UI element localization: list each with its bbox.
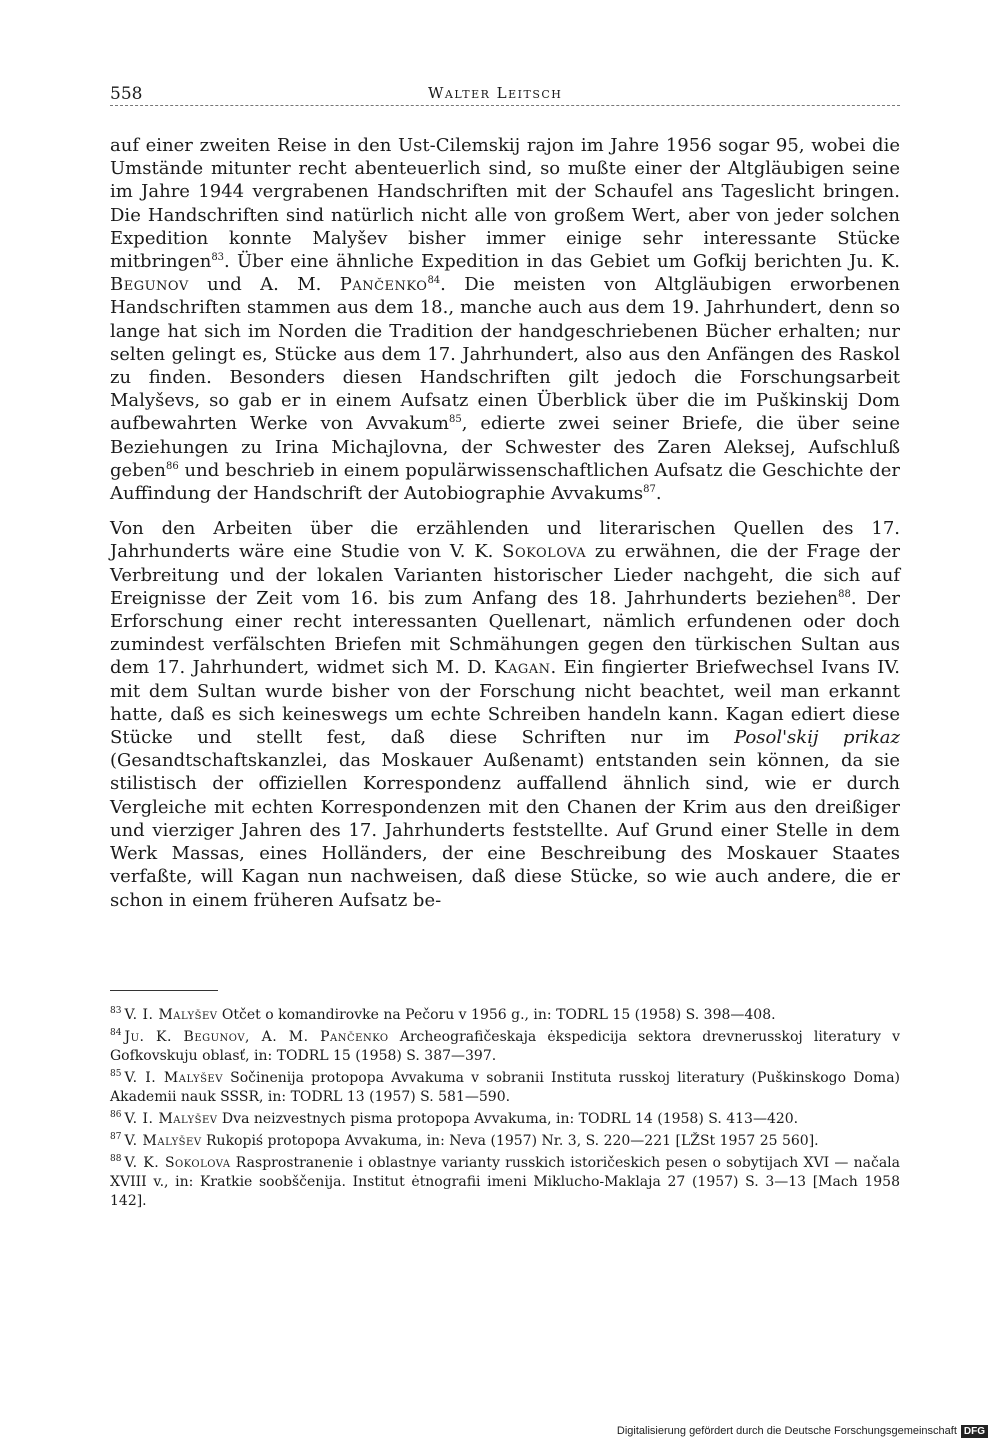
footnote-number: 87 bbox=[110, 1132, 122, 1143]
author-name: Begunov bbox=[110, 274, 189, 296]
text-run: , edierte zwei seiner Briefe, die über seine Beziehungen zu Irina Michajlovna, der Schwester des Zaren Aleksej, Aufschluß geben bbox=[110, 413, 900, 481]
footnote-separator bbox=[110, 990, 218, 991]
dfg-logo: DFG bbox=[961, 1425, 988, 1438]
dfg-watermark bbox=[617, 1423, 988, 1439]
footnote-text: Sočinenija protopopa Avvakuma v sobranii Instituta russkoj literatury (Puškinskogo Doma) Akademii nauk SSSR, in: TODRL 13 (1957) S. 581—590. bbox=[110, 1070, 900, 1105]
footnote-author: V. Malyšev bbox=[124, 1133, 202, 1149]
running-title: Walter Leitsch bbox=[428, 84, 563, 102]
italic-term: Posol'skij prikaz bbox=[734, 727, 900, 749]
footnote bbox=[110, 1132, 900, 1151]
footnote-ref: 85 bbox=[449, 414, 462, 426]
text-run: auf einer zweiten Reise in den Ust-Cilemskij rajon im Jahre 1956 sogar 95, wobei die Umstände mitunter recht abenteuerlich sind, so mußte einer der Altgläubigen seine im Jahre 1944 vergrabenen Handschriften mit der Schaufel ans Tageslicht bringen. Die Handschriften sind natürlich nicht alle von großem Wert, aber von jeder solchen Expedition konnte Malyšev bisher immer einige sehr interessante Stücke mitbringen bbox=[110, 135, 900, 273]
footnotes bbox=[110, 1006, 900, 1214]
footnote-ref: 83 bbox=[211, 252, 225, 264]
footnote-ref: 86 bbox=[165, 460, 179, 472]
footnote bbox=[110, 1006, 900, 1025]
text-run: . bbox=[655, 483, 662, 505]
footnote bbox=[110, 1110, 900, 1129]
text-run: und A. M. bbox=[188, 274, 340, 296]
footnote-number: 83 bbox=[110, 1006, 122, 1017]
paragraph-2 bbox=[110, 517, 900, 911]
footnote-number: 85 bbox=[110, 1069, 122, 1080]
footnote-text: Archeografičeskaja ėkspedicija sektora drevnerusskoj literatury v Gofkovskuju oblasť, in: TODRL 15 (1958) S. 387—397. bbox=[110, 1029, 901, 1064]
footnote bbox=[110, 1028, 900, 1066]
footnote-ref: 88 bbox=[838, 588, 851, 600]
footnote-ref: 84 bbox=[427, 275, 441, 287]
funding-note: Digitalisierung gefördert durch die Deutsche Forschungsgemeinschaft bbox=[616, 1425, 957, 1437]
footnote-author: V. I. Malyšev bbox=[124, 1111, 218, 1127]
page-header bbox=[110, 84, 900, 108]
footnote-author: Ju. K. Begunov, A. M. Pančenko bbox=[124, 1029, 389, 1045]
footnote-author: V. I. Malyšev bbox=[124, 1007, 218, 1023]
footnote-number: 86 bbox=[110, 1110, 122, 1121]
text-run: (Gesandtschaftskanzlei, das Moskauer Außenamt) entstanden sein können, da sie stilistisch der offiziellen Korrespondenz auffallend ähnlich sind, wie er durch Vergleiche mit echten Korrespondenzen mit den Chanen der Krim aus den dreißiger und vierziger Jahren des 17. Jahrhunderts feststellte. Auf Grund einer Stelle in dem Werk Massas, eines Holländers, der eine Beschreibung des Moskauer Staates verfaßte, will Kagan nun nachweisen, daß diese Stücke, so wie auch andere, die er schon in einem früheren Aufsatz be- bbox=[110, 750, 900, 911]
footnote-ref: 87 bbox=[643, 484, 656, 496]
text-run: und beschrieb in einem populärwissenschaftlichen Aufsatz die Geschichte der Auffindung der Handschrift der Autobiographie Avvakums bbox=[110, 459, 900, 505]
footnote bbox=[110, 1069, 900, 1107]
main-text bbox=[110, 134, 900, 924]
author-name: Pančenko bbox=[339, 274, 428, 296]
header-rule bbox=[110, 105, 900, 106]
text-run: . Ein fingierter Briefwechsel Ivans IV. mit dem Sultan wurde bisher von der Forschung nicht beachtet, weil man erkannt hatte, daß es sich keineswegs um echte Schreiben handeln kann. Kagan ediert diese Stücke und stellt fest, daß diese Schriften nur im bbox=[110, 657, 900, 749]
footnote-author: V. I. Malyšev bbox=[124, 1070, 223, 1086]
text-run: . Die meisten von Altgläubigen erworbenen Handschriften stammen aus dem 18., manche auch aus dem 19. Jahrhundert, denn so lange hat sich im Norden die Tradition der handgeschriebenen Bücher erhalten; nur selten gelingt es, Stücke aus dem 17. Jahrhundert, also aus den Anfängen des Raskol zu finden. Besonders diesen Handschriften gilt jedoch die Forschungsarbeit Malyševs, so gab er in einem Aufsatz einen Überblick über die im Puškinskij Dom aufbewahrten Werke von Avvakum bbox=[110, 274, 900, 435]
text-run: Von den Arbeiten über die erzählenden und literarischen Quellen des 17. Jahrhunderts wäre eine Studie von V. K. bbox=[110, 518, 900, 563]
footnote-author: V. K. Sokolova bbox=[124, 1155, 231, 1171]
page-number: 558 bbox=[110, 84, 143, 104]
footnote-text: Rasprostranenie i oblastnye varianty russkich istoričeskich pesen o sobytijach XVI — načala XVIII v., in: Kratkie soobščenija. Institut ėtnografii imeni Miklucho-Maklaja 27 (1957) S. 3—13 [Mach 1958 142]. bbox=[110, 1155, 900, 1209]
footnote-text: Otčet o komandirovke na Pečoru v 1956 g., in: TODRL 15 (1958) S. 398—408. bbox=[217, 1007, 776, 1023]
text-run: . Über eine ähnliche Expedition in das Gebiet um Gofkij berichten Ju. K. bbox=[224, 251, 900, 273]
footnote-number: 84 bbox=[110, 1028, 122, 1039]
footnote-text: Rukopiś protopopa Avvakuma, in: Neva (1957) Nr. 3, S. 220—221 [LŽSt 1957 25 560]. bbox=[201, 1133, 819, 1149]
footnote-text: Dva neizvestnych pisma protopopa Avvakuma, in: TODRL 14 (1958) S. 413—420. bbox=[217, 1111, 799, 1127]
text-run: . Der Erforschung einer recht interessanten Quellenart, nämlich erfundenen oder doch zumindest verfälschten Briefen mit Schmähungen gegen den türkischen Sultan aus dem 17. Jahrhundert, widmet sich M. D. bbox=[110, 587, 900, 679]
footnote-number: 88 bbox=[110, 1154, 122, 1165]
author-name: Kagan bbox=[494, 657, 551, 679]
text-run: zu erwähnen, die der Frage der Verbreitung und der lokalen Varianten historischer Lieder nachgeht, die sich auf Ereignisse der Zeit vom 16. bis zum Anfang des 18. Jahrhunderts beziehen bbox=[110, 541, 900, 609]
author-name: Sokolova bbox=[502, 541, 587, 563]
footnote bbox=[110, 1154, 900, 1211]
paragraph-1 bbox=[110, 134, 900, 505]
